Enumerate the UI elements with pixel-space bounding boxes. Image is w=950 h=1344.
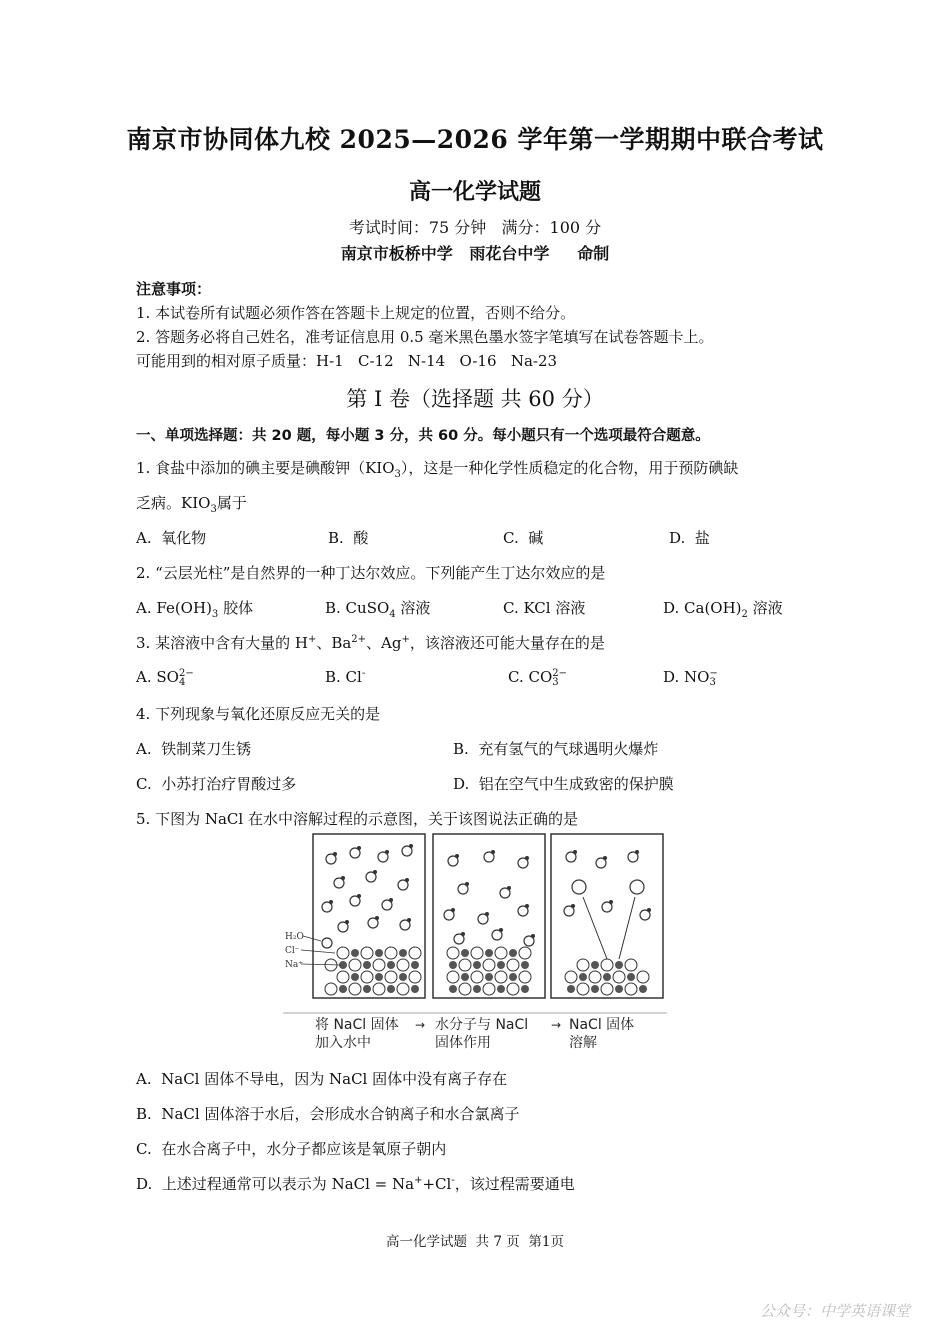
label-h2o: H₂O — [285, 932, 304, 942]
note-item-2: 2. 答题务必将自己姓名，准考证信息用 0.5 毫米黑色墨水签字笔填写在试卷答题卡上。 — [136, 328, 714, 346]
q5-option-d: D. 上述过程通常可以表示为 NaCl = Na++Cl-，该过程需要通电 — [136, 1175, 575, 1193]
step3-label-line1: NaCl 固体 — [569, 1017, 635, 1033]
q2-stem: 2. “云层光柱”是自然界的一种丁达尔效应。下列能产生丁达尔效应的是 — [136, 564, 606, 582]
q1-stem-line1: 1. 食盐中添加的碘主要是碘酸钾$(KIO_3)$，这是一种化学性质稳定的化合物，用于预防碘缺 — [136, 459, 739, 480]
q4-option-c: C. 小苏打治疗胃酸过多 — [136, 775, 297, 793]
q3-option-d: D. NO − 3 — [663, 668, 718, 688]
arrow-1: → — [415, 1018, 426, 1032]
note-item-1: 1. 本试卷所有试题必须作答在答题卡上规定的位置，否则不给分。 — [136, 304, 576, 322]
q1-option-a: A. 氧化物 — [136, 529, 207, 547]
q2-option-a: A. $Fe(OH)_3$ 胶体 — [136, 599, 254, 620]
step2-label-line2: 固体作用 — [435, 1035, 491, 1051]
q1-option-b: B. 酸 — [328, 529, 369, 547]
label-na: Na⁺ — [285, 960, 303, 970]
q5-option-a: A. NaCl 固体不导电，因为 NaCl 固体中没有离子存在 — [136, 1070, 508, 1088]
q2-option-d: D. $Ca(OH)_2$ 溶液 — [663, 599, 783, 620]
section-heading: 一、单项选择题：共 20 题，每小题 3 分，共 60 分。每小题只有一个选项最符合题意。 — [136, 428, 710, 444]
q4-option-a: A. 铁制菜刀生锈 — [136, 740, 252, 758]
q3-option-b: B. Cl- — [325, 668, 366, 686]
step3-label-line2: 溶解 — [569, 1035, 597, 1051]
q4-option-b: B. 充有氢气的气球遇明火爆炸 — [453, 740, 659, 758]
notes-heading: 注意事项： — [136, 280, 212, 298]
page-footer: 高一化学试题 共 7 页 第1页 — [386, 1234, 564, 1250]
q5-option-b: B. NaCl 固体溶于水后，会形成水合钠离子和水合氯离子 — [136, 1105, 520, 1123]
arrow-2: → — [551, 1018, 562, 1032]
q1-option-d: D. 盐 — [669, 529, 710, 547]
exam-setter: 南京市板桥中学 雨花台中学 命制 — [340, 244, 610, 263]
label-cl: Cl⁻ — [285, 946, 300, 956]
q3-option-a: A. SO 2− 4 — [136, 668, 194, 688]
step2-label-line1: 水分子与 NaCl — [435, 1017, 529, 1033]
step1-label-line1: 将 NaCl 固体 — [315, 1017, 399, 1033]
exam-title: 南京市协同体九校 2025—2026 学年第一学期期中联合考试 — [126, 125, 824, 154]
q2-option-c: C. KCl 溶液 — [503, 599, 586, 617]
nacl-dissolution-figure — [283, 831, 667, 1060]
exam-subtitle: 高一化学试题 — [408, 179, 541, 205]
q3-option-c: C. CO 2− 3 — [508, 668, 568, 688]
q2-option-b: B. CuSO$_4$ 溶液 — [325, 599, 431, 620]
q4-stem: 4. 下列现象与氧化还原反应无关的是 — [136, 705, 381, 723]
volume-title: 第 I 卷（选择题 共 60 分） — [346, 387, 604, 411]
q3-stem: 3. 某溶液中含有大量的 H+、$Ba^{2+}$、Ag+，该溶液还可能大量存在的是 — [136, 634, 605, 652]
q1-option-c: C. 碱 — [503, 529, 544, 547]
q4-option-d: D. 铝在空气中生成致密的保护膜 — [453, 775, 674, 793]
q1-stem-line2: 乏病。$KIO_3$属于 — [136, 494, 247, 515]
step1-label-line2: 加入水中 — [315, 1035, 371, 1051]
q5-option-c: C. 在水合离子中，水分子都应该是氧原子朝内 — [136, 1140, 447, 1158]
q5-stem: 5. 下图为 NaCl 在水中溶解过程的示意图，关于该图说法正确的是 — [136, 810, 578, 828]
nacl-diagram-svg — [283, 831, 667, 1056]
watermark: 公众号：中学英语课堂 — [759, 1302, 910, 1320]
atomic-masses: 可能用到的相对原子质量：H-1 C-12 N-14 O-16 Na-23 — [136, 352, 558, 370]
exam-info: 考试时间：75 分钟 满分：100 分 — [348, 218, 602, 237]
